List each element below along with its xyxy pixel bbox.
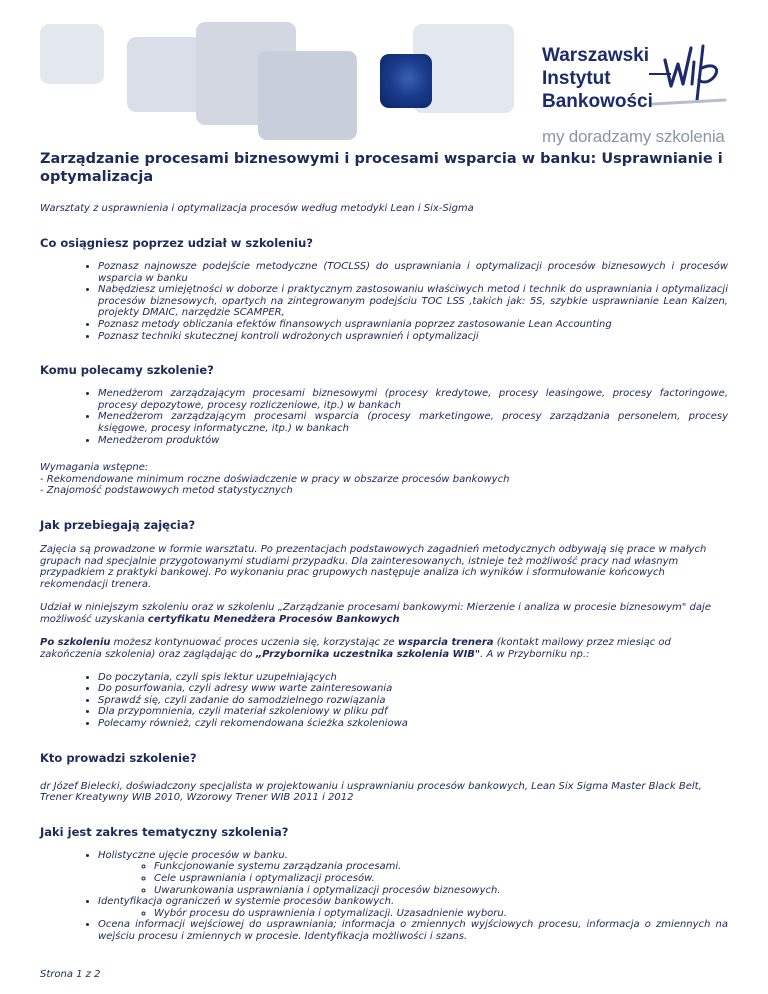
list-item: • Ocena informacji wejściowej do usprawniania; informacja o zmiennych wyjściowych procesu, informacja o zmiennych na wejściu procesu i zmiennych w procesie. Identyfikacja możliwości i szans. xyxy=(98,919,728,942)
list-item: ◦ Wybór procesu do usprawnienia i optymalizacji. Uzasadnienie wyboru. xyxy=(154,908,728,920)
page-header xyxy=(0,0,768,150)
section-heading-outcomes: Co osiągniesz poprzez udział w szkoleniu? xyxy=(40,236,313,250)
document-body xyxy=(40,150,728,943)
after-training-text: możesz kontynuować proces uczenia się, korzystając ze xyxy=(110,637,398,649)
logo-tagline: my doradzamy szkolenia xyxy=(542,127,725,146)
after-training-text: (kontakt mailowy przez miesiąc od zakończenia szkolenia) oraz zaglądając do xyxy=(40,637,671,661)
section-heading-format: Jak przebiegają zajęcia? xyxy=(40,517,196,532)
logo-line-1: Warszawski xyxy=(542,45,650,66)
trainer-support: wsparcia trenera xyxy=(397,637,494,649)
list-item xyxy=(98,850,728,896)
list-item: • Dla przypomnienia, czyli materiał szkoleniowy w pliku pdf xyxy=(98,706,728,718)
section-heading-audience: Komu polecamy szkolenie? xyxy=(40,363,214,378)
list-item: ◦ Uwarunkowania usprawniania i optymalizacji procesów biznesowych. xyxy=(154,885,728,897)
decor-square xyxy=(258,51,357,140)
section-heading-trainer: Kto prowadzi szkolenie? xyxy=(40,750,197,765)
after-training-paragraph xyxy=(40,637,728,660)
requirements-title: Wymagania wstępne: xyxy=(40,462,149,474)
page-subtitle: Warsztaty z usprawnienia i optymalizacja procesów według metodyki Lean i Six-Sigma xyxy=(40,203,474,214)
list-item: • Do posurfowania, czyli adresy www warte zainteresowania xyxy=(98,683,728,695)
trainer-paragraph: dr Józef Bielecki, doświadczony specjalista w projektowaniu i usprawnianiu procesów bankowych, Lean Six Sigma Master Black Belt, Trener Kreatywny WIB 2010, Wzorowy Trener WIB 2011 i 2012 xyxy=(40,780,702,804)
certificate-paragraph xyxy=(40,602,728,625)
toolkit-list xyxy=(40,672,728,730)
wib-signature-icon xyxy=(647,40,729,112)
list-item: ◦ Funkcjonowanie systemu zarządzania procesami. xyxy=(154,861,728,873)
decor-square xyxy=(127,37,203,112)
certificate-name: certyfikatu Menedżera Procesów Bankowych xyxy=(147,613,400,625)
requirement-item: - Rekomendowane minimum roczne doświadczenie w pracy w obszarze procesów bankowych xyxy=(40,473,510,485)
list-item: • Poznasz najnowsze podejście metodyczne (TOCLSS) do usprawniania i optymalizacji procesów biznesowych i procesów wsparcia w banku xyxy=(98,261,728,284)
decor-square-accent xyxy=(380,54,432,108)
list-item: • Menedżerom zarządzającym procesami biznesowymi (procesy kredytowe, procesy leasingowe, procesy factoringowe, procesy depozytowe, procesy rozliczeniowe, itp.) w bankach xyxy=(98,388,728,411)
wib-logo xyxy=(542,44,653,113)
requirements xyxy=(40,462,728,497)
format-paragraph: Zajęcia są prowadzone w formie warsztatu. Po prezentacjach podstawowych zagadnień metodycznych odbywają się prace w małych grupach nad specjalnie przygotowanymi studiami przypadku. Dla zainteresowanych, istnieje też możliwość pracy nad własnym przypadkiem z praktyki bankowej. Po wykonaniu prac grupowych następuje analiza ich wyników i sformułowanie końcowych rekomendacji trenera. xyxy=(40,543,707,590)
list-item: • Sprawdź się, czyli zadanie do samodzielnego rozwiązania xyxy=(98,695,728,707)
certificate-text: Udział w niniejszym szkoleniu oraz w szkoleniu „Zarządzanie procesami bankowymi: Mierzenie i analiza w procesie biznesowym" daje możliwość uzyskania xyxy=(40,602,711,625)
list-item: • Menedżerom zarządzającym procesami wsparcia (procesy marketingowe, procesy zarządzania personelem, procesy księgowe, procesy informatyczne, itp.) w bankach xyxy=(98,411,728,434)
page-title: Zarządzanie procesami biznesowymi i procesami wsparcia w banku: Usprawnianie i optymalizacja xyxy=(40,151,723,185)
scope-item-text: Holistyczne ujęcie procesów w banku. xyxy=(98,849,288,861)
logo-line-3: Bankowości xyxy=(542,91,653,112)
list-item: • Poznasz metody obliczania efektów finansowych usprawniania poprzez zastosowanie Lean Accounting xyxy=(98,319,728,331)
logo-line-2: Instytut xyxy=(542,68,611,89)
list-item: • Menedżerom produktów xyxy=(98,435,728,447)
requirement-item: - Znajomość podstawowych metod statystycznych xyxy=(40,485,293,497)
outcomes-list xyxy=(40,261,728,342)
list-item: • Polecamy również, czyli rekomendowana ścieżka szkoleniowa xyxy=(98,718,728,730)
list-item: • Poznasz techniki skutecznej kontroli wdrożonych usprawnień i optymalizacji xyxy=(98,331,728,343)
audience-list xyxy=(40,388,728,446)
list-item: • Do poczytania, czyli spis lektur uzupełniających xyxy=(98,672,728,684)
section-heading-scope: Jaki jest zakres tematyczny szkolenia? xyxy=(40,824,289,839)
after-training-text: . A w Przyborniku np.: xyxy=(480,649,590,661)
page-number: Strona 1 z 2 xyxy=(40,969,101,980)
list-item: • Nabędziesz umiejętności w doborze i praktycznym zastosowaniu właściwych metod i technik do usprawniania i optymalizacji procesów biznesowych, opartych na zintegrowanym podejściu TOC LSS ,takich jak: 5S, szybkie usprawnianie Lean Kaizen, projekty DMAIC, narzędzie SCAMPER, xyxy=(98,284,728,319)
scope-item-text: Identyfikacja ograniczeń w systemie procesów bankowych. xyxy=(98,896,395,908)
list-item: ◦ Cele usprawniania i optymalizacji procesów. xyxy=(154,873,728,885)
toolkit-name: „Przybornika uczestnika szkolenia WIB" xyxy=(255,649,481,661)
scope-list xyxy=(40,850,728,943)
scope-sublist xyxy=(98,861,728,896)
after-training-label: Po szkoleniu xyxy=(40,637,111,649)
decor-square xyxy=(40,24,104,84)
list-item xyxy=(98,896,728,919)
scope-sublist xyxy=(98,908,728,920)
